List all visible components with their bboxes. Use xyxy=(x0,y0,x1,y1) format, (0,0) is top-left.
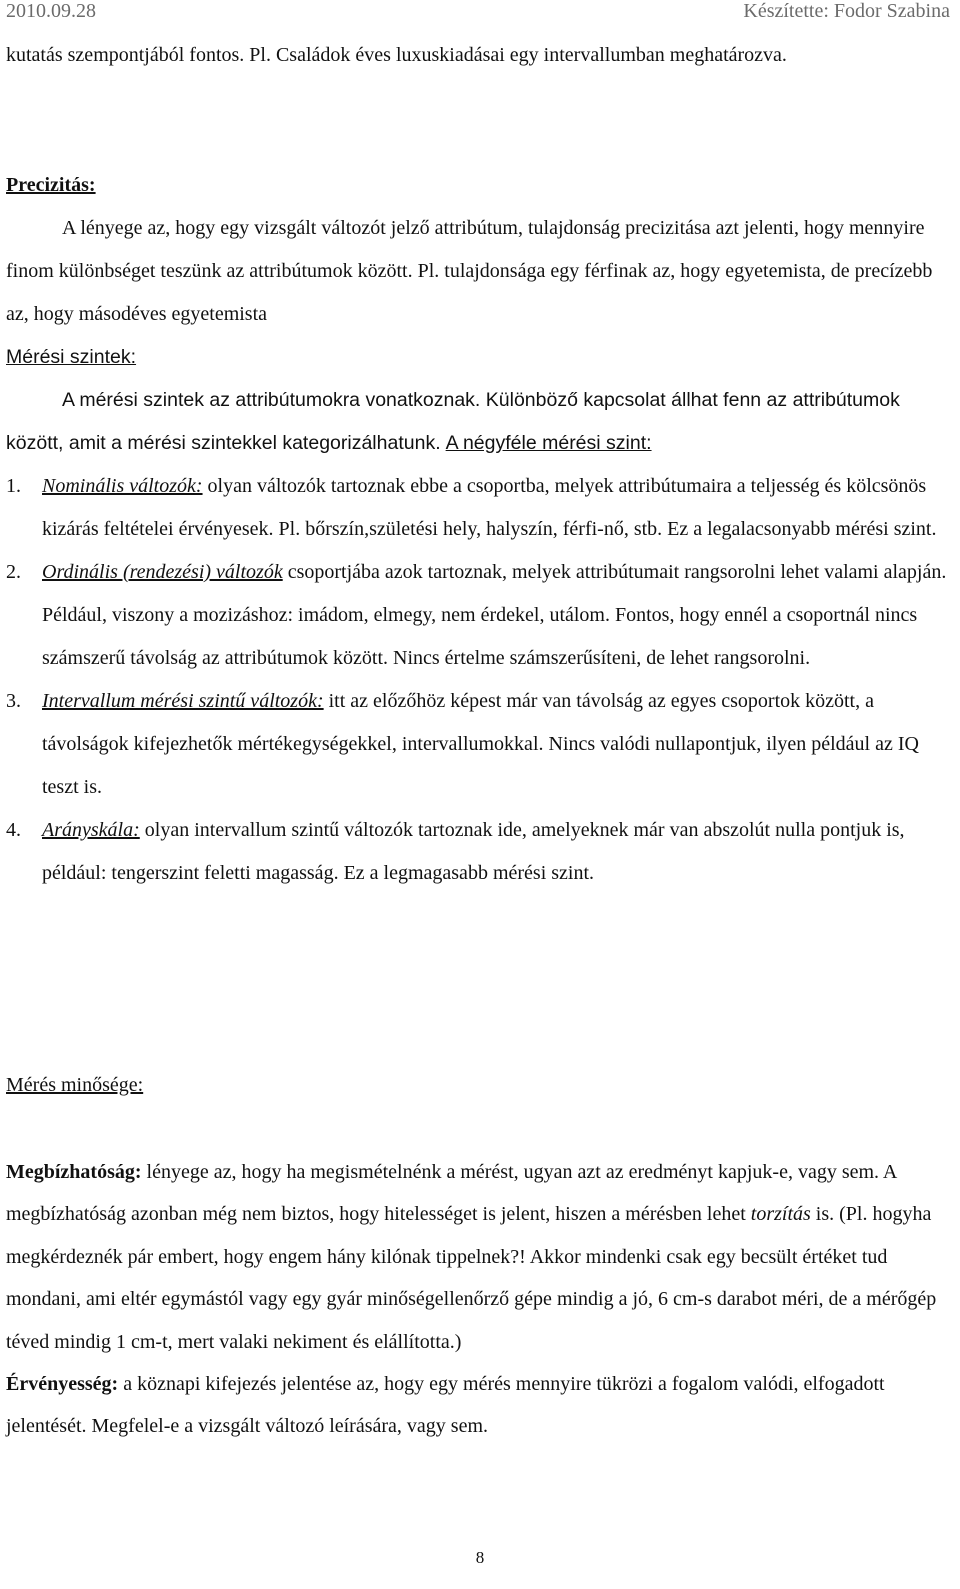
level-term: Arányskála: xyxy=(42,819,140,841)
meresi-szintek-link: A négyféle mérési szint: xyxy=(445,432,652,454)
level-term: Ordinális (rendezési) változók xyxy=(42,561,283,583)
ervenyesseg-term: Érvényesség: xyxy=(6,1373,119,1396)
ervenyesseg-text: a köznapi kifejezés jelentése az, hogy egy mérés mennyire tükrözi a fogalom valódi, elfogadott jelentését. Megfelel-e a vizsgált változó leírására, vagy sem. xyxy=(6,1373,885,1438)
level-term: Nominális változók: xyxy=(42,475,203,497)
page-header xyxy=(6,0,950,26)
megbizhatosag-italic: torzítás xyxy=(750,1203,811,1226)
level-item-1 xyxy=(6,465,950,551)
meresi-szintek-paragraph xyxy=(6,379,950,465)
level-text: csoportjába azok tartoznak, melyek attribútumait rangsorolni lehet valami alapján. Például, viszony a mozizáshoz: imádom, elmegy, nem érdekel, utálom. Fontos, hogy ennél a csoportnál nincs számszerű távolság az attribútumok között. Nincs értelme számszerűsíteni, de lehet rangsorolni. xyxy=(42,561,947,669)
levels-list xyxy=(6,465,950,895)
level-term: Intervallum mérési szintű változók: xyxy=(42,690,324,712)
level-number: 1. xyxy=(6,475,21,497)
precizitas-paragraph: A lényege az, hogy egy vizsgált változót jelző attribútum, tulajdonság precizitása azt jelenti, hogy mennyire finom különbséget teszünk az attribútumok között. Pl. tulajdonsága egy férfinak az, hogy egyetemista, de precízebb az, hogy másodéves egyetemista xyxy=(6,217,933,325)
meresi-szintek-body-1: A mérési szintek az attribútumokra vonatkoznak. Különböző kapcsolat állhat fenn az attribútumok között, amit a mérési szintekkel kategorizálhatunk. xyxy=(6,389,900,454)
level-item-2 xyxy=(6,551,950,680)
megbizhatosag-text-1: lényege az, hogy ha megismételnénk a mérést, ugyan azt az eredményt kapjuk-e, vagy sem. A megbízhatóság azonban még nem biztos, hogy hitelességet is jelent, hiszen a mérésben lehet xyxy=(6,1161,897,1226)
level-text: itt az előzőhöz képest már van távolság az egyes csoportok között, a távolságok kifejezhetők mértékegységekkel, intervallumokkal. Nincs valódi nullapontjuk, ilyen például az IQ teszt is. xyxy=(42,690,919,798)
level-number: 3. xyxy=(6,690,21,712)
meres-minosege-section xyxy=(6,1064,950,1107)
megbizhatosag-term: Megbízhatóság: xyxy=(6,1161,142,1183)
page-number: 8 xyxy=(475,1548,485,1567)
ervenyesseg-paragraph xyxy=(6,1363,950,1448)
level-number: 4. xyxy=(6,819,21,841)
header-author: Készítette: Fodor Szabina xyxy=(743,0,950,22)
megbizhatosag-section xyxy=(6,1151,950,1448)
level-item-4 xyxy=(6,809,950,895)
meresi-szintek-section xyxy=(6,336,950,465)
level-number: 2. xyxy=(6,561,21,583)
meresi-szintek-heading: Mérési szintek: xyxy=(6,346,137,368)
precizitas-section xyxy=(6,164,950,336)
level-item-3 xyxy=(6,680,950,809)
megbizhatosag-text-2: is. (Pl. hogyha megkérdeznék pár embert, hogy engem hány kilónak tippelnek?! Akkor mindenki csak egy becsült értéket tud mondani, ami eltér egymástól vagy egy gyár minőségellenőrző gépe mindig a jó, 6 cm-s darabot méri, de a mérőgép téved mindig 1 cm-t, mert valaki nekiment és elállította.) xyxy=(6,1203,937,1353)
level-text: olyan változók tartoznak ebbe a csoportba, melyek attribútumaira a teljesség és kölcsönös kizárás feltételei érvényesek. Pl. bőrszín,születési hely, halyszín, férfi-nő, stb. Ez a legalacsonyabb mérési szint. xyxy=(42,475,937,540)
megbizhatosag-paragraph xyxy=(6,1151,950,1363)
intro-section xyxy=(6,34,950,77)
header-date: 2010.09.28 xyxy=(6,0,96,22)
precizitas-heading: Precizitás: xyxy=(6,174,96,196)
meres-minosege-heading: Mérés minősége: xyxy=(6,1074,144,1096)
intro-paragraph: kutatás szempontjából fontos. Pl. Családok éves luxuskiadásai egy intervallumban meghatározva. xyxy=(6,44,787,66)
level-text: olyan intervallum szintű változók tartoznak ide, amelyeknek már van abszolút nulla pontjuk is, például: tengerszint feletti magasság. Ez a legmagasabb mérési szint. xyxy=(42,819,905,884)
